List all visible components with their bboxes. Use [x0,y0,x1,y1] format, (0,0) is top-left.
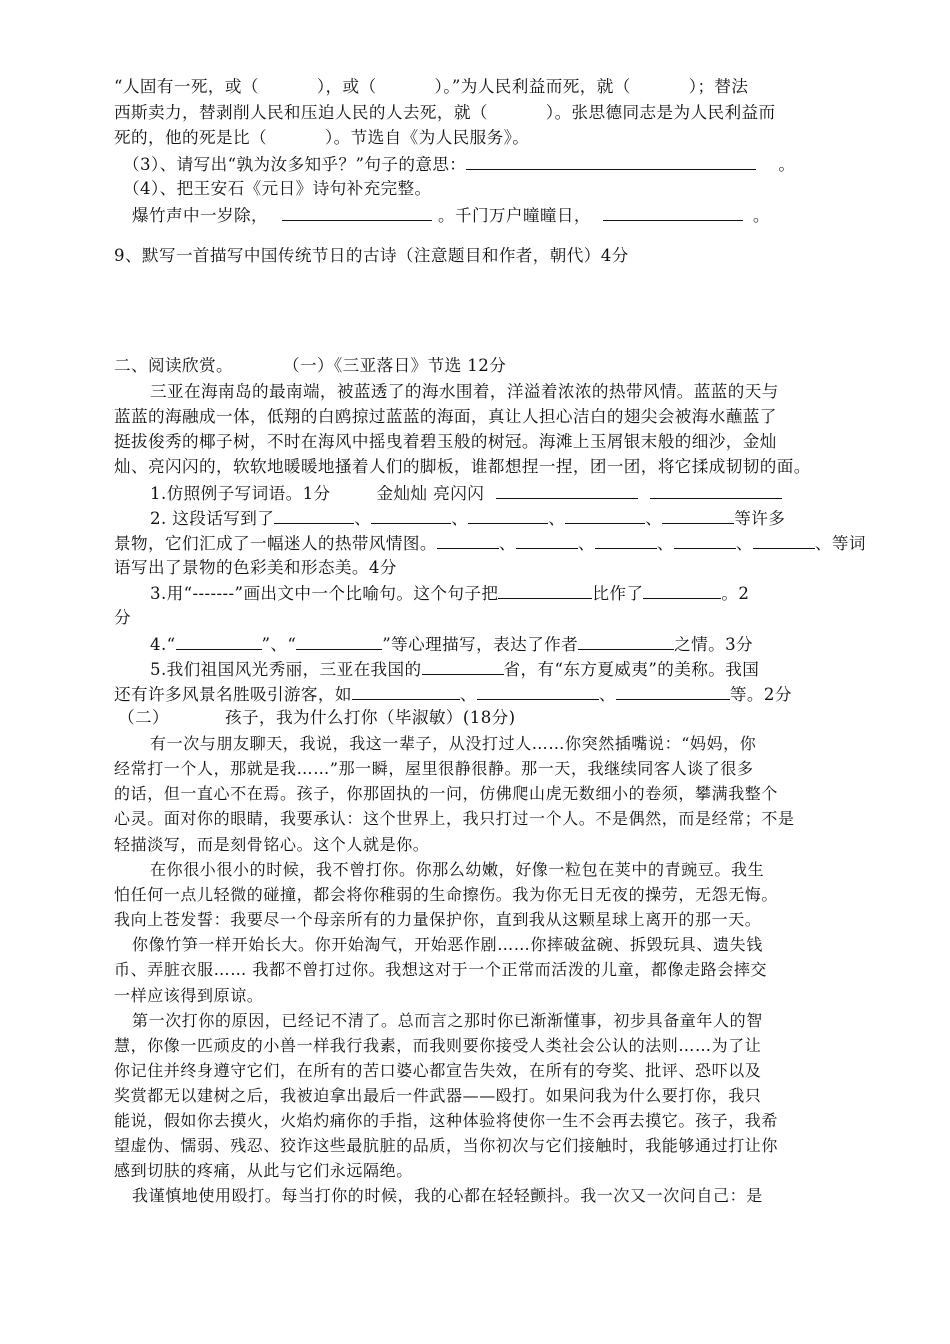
article-heading: （二） 孩子，我为什么打你（毕淑敏）(18分) [118,708,516,727]
fill-line-2: 西斯卖力，替剥削人民和压迫人民的人去死，就（ ）。张思德同志是为人民利益而 [114,103,776,122]
poem-line: 爆竹声中一岁除， 。千门万户曈曈日， 。 [132,206,770,225]
article-line: 的话，但一直心不在焉。孩子，你那固执的一问，仿佛爬山虎无数细小的卷须，攀满我整个 [114,784,779,803]
article-line: 一样应该得到原谅。 [114,986,264,1005]
answer-blank[interactable] [352,683,460,700]
article-line: 你记住并终身遵守它们，在所有的苦口婆心都宣告失效，在所有的夸奖、批评、恐吓以及 [114,1061,762,1080]
article-line: 心灵。面对你的眼睛，我要承认：这个世界上，我只打过一个人。不是偶然，而是经常；不是 [114,809,795,828]
question-9: 9、默写一首描写中国传统节日的古诗（注意题目和作者，朝代）4分 [114,246,629,265]
article-line: 有一次与朋友聊天，我说，我这一辈子，从没打过人……你突然插嘴说：“妈妈，你 [150,734,757,753]
answer-blank[interactable] [274,507,354,524]
article-line: 奖赏都无以建树之后，我被迫拿出最后一件武器——殴打。如果问我为什么要打你，我只 [114,1086,762,1105]
fill-line-3: 死的，他的死是比（ ）。节选自《为人民服务》。 [114,128,530,147]
fill-line-1: “人固有一死，或（ ），或（ ）。”为人民利益而死，就（ ）；替法 [114,77,749,96]
answer-blank[interactable] [516,532,578,549]
article-line: 轻描淡写，而是刻骨铭心。这个人就是你。 [114,835,430,854]
passage-line: 灿、亮闪闪的，软软地暖暖地搔着人们的脚板，谁都想捏一捏，团一团，将它揉成韧韧的面。 [114,457,811,476]
reading-q4: 4.“ ”、“ ”等心理描写，表达了作者 之情。3分 [150,635,754,654]
answer-blank[interactable] [662,507,734,524]
article-line: 能说，假如你去摸火，火焰灼痛你的手指，这种体验将使你一生不会再去摸它。孩子，我希 [114,1111,779,1130]
answer-blank[interactable] [282,204,432,221]
answer-blank[interactable] [643,582,721,599]
passage-line: 蓝蓝的海融成一体，低翔的白鸥掠过蓝蓝的海面，真让人担心洁白的翅尖会被海水蘸蓝了 [114,407,777,426]
article-line: 第一次打你的原因，已经记不清了。总而言之那时你已渐渐懂事，初步具备童年人的智 [132,1011,763,1030]
article-line: 在你很小很小的时候，我不曾打你。你那么幼嫩，好像一粒包在荚中的青豌豆。我生 [150,860,765,879]
article-line: 币、弄脏衣服…… 我都不曾打过你。我想这对于一个正常而活泼的儿童，都像走路会摔交 [114,960,768,979]
answer-blank[interactable] [477,683,599,700]
article-line: 你像竹笋一样开始长大。你开始淘气，开始恶作剧……你摔破盆碗、拆毁玩具、遗失钱 [132,935,763,954]
article-line: 我谨慎地使用殴打。每当打你的时候，我的心都在轻轻颤抖。我一次又一次问自己：是 [132,1186,763,1205]
answer-blank[interactable] [650,482,782,499]
answer-blank[interactable] [753,532,815,549]
answer-blank[interactable] [496,482,638,499]
passage-line: 三亚在海南岛的最南端，被蓝透了的海水围着，洋溢着浓浓的热带风情。蓝蓝的天与 [150,382,779,401]
reading-q5-cont: 还有许多风景名胜吸引游客，如 、 、 等。2分 [114,685,792,704]
answer-blank[interactable] [176,633,262,650]
passage-line: 挺拔俊秀的椰子树，不时在海风中摇曳着碧玉般的树冠。海滩上玉屑银末般的细沙，金灿 [114,432,777,451]
answer-blank[interactable] [468,507,548,524]
answer-blank[interactable] [422,658,504,675]
answer-blank[interactable] [595,532,657,549]
answer-blank[interactable] [616,683,730,700]
question-3: （3）、请写出“孰为汝多知乎？”句子的意思： 。 [123,155,796,174]
answer-blank[interactable] [565,507,645,524]
answer-blank[interactable] [296,633,382,650]
answer-blank[interactable] [498,582,592,599]
answer-blank[interactable] [578,633,674,650]
answer-blank[interactable] [371,507,451,524]
article-line: 望虚伪、懦弱、残忍、狡诈这些最肮脏的品质，当你初次与它们接触时，我能够通过打让你 [114,1136,779,1155]
reading-q2-end: 语写出了景物的色彩美和形态美。4分 [114,558,397,577]
answer-blank[interactable] [603,204,743,221]
reading-q2-cont: 景物，它们汇成了一幅迷人的热带风情图。 、 、 、 、 、等词 [114,534,866,553]
question-4: （4）、把王安石《元日》诗句补充完整。 [123,179,432,198]
reading-q5: 5.我们祖国风光秀丽，三亚在我国的 省，有“东方夏威夷”的美称。我国 [150,660,760,679]
answer-blank[interactable] [466,153,756,170]
reading-q1: 1.仿照例子写词语。1分 金灿灿 亮闪闪 [150,482,782,505]
reading-q2: 2. 这段话写到了 、 、 、 、 等许多 [150,509,786,528]
section-heading: 二、阅读欣赏。 （一）《三亚落日》节选 12分 [114,356,507,375]
article-line: 经常打一个人，那就是我……”那一瞬，屋里很静很静。那一天，我继续同客人谈了很多 [114,759,754,778]
article-line: 慧，你像一匹顽皮的小兽一样我行我素，而我则要你接受人类社会公认的法则……为了让 [114,1036,762,1055]
answer-blank[interactable] [674,532,736,549]
reading-q3: 3.用“-------”画出文中一个比喻句。这个句子把 比作了 。2 [150,584,750,603]
reading-q3-end: 分 [114,608,131,627]
article-line: 我向上苍发誓：我要尽一个母亲所有的力量保护你，直到我从这颗星球上离开的那一天。 [114,910,762,929]
answer-blank[interactable] [437,532,499,549]
article-line: 感到切肤的疼痛，从此与它们永远隔绝。 [114,1161,413,1180]
article-line: 怕任何一点儿轻微的碰撞，都会将你稚弱的生命擦伤。我为你无日无夜的操劳，无怨无悔。 [114,885,779,904]
